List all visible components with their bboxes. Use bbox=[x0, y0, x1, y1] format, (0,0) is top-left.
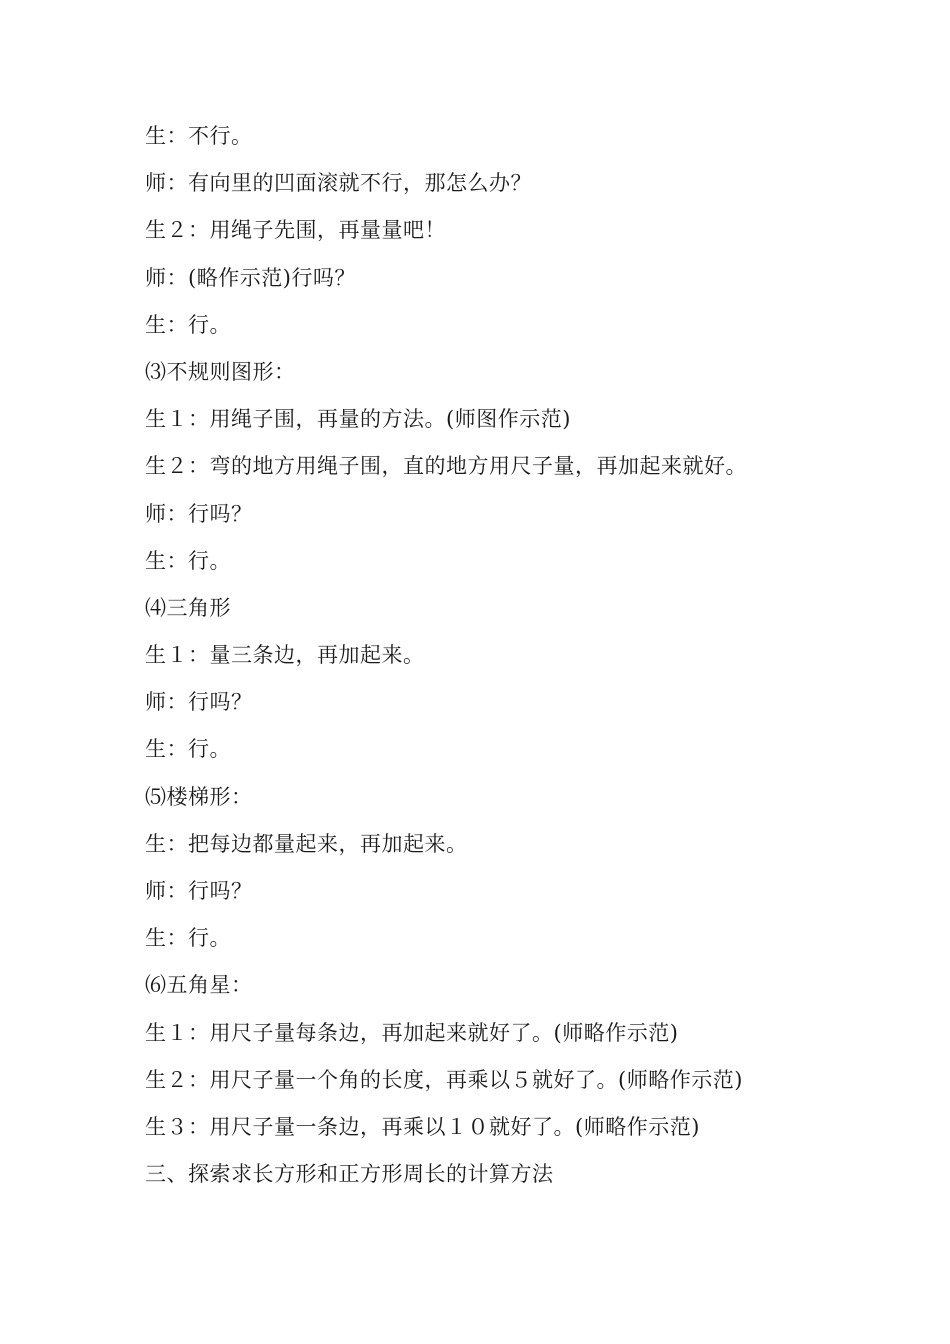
section-heading: ⑷三角形 bbox=[145, 595, 231, 620]
dialogue-line: 生：把每边都量起来，再加起来。 bbox=[145, 831, 468, 856]
dialogue-line: 生：行。 bbox=[145, 926, 231, 951]
dialogue-line: 生：行。 bbox=[145, 737, 231, 762]
dialogue-line: 生：行。 bbox=[145, 312, 231, 337]
dialogue-line: 师：行吗？ bbox=[145, 879, 253, 903]
dialogue-line: 师：(略作示范)行吗？ bbox=[145, 265, 356, 290]
section-heading: ⑶不规则图形： bbox=[145, 359, 296, 384]
dialogue-line: 生：不行。 bbox=[145, 124, 253, 148]
dialogue-line: 师：有向里的凹面滚就不行，那怎么办？ bbox=[145, 171, 532, 196]
dialogue-line: 生１：用绳子围，再量的方法。(师图作示范) bbox=[145, 407, 571, 432]
section-heading: ⑸楼梯形： bbox=[145, 784, 253, 809]
dialogue-line: 生１：量三条边，再加起来。 bbox=[145, 643, 425, 668]
document-body bbox=[145, 116, 845, 1201]
section-heading: ⑹五角星： bbox=[145, 973, 253, 998]
dialogue-line: 生２：弯的地方用绳子围，直的地方用尺子量，再加起来就好。 bbox=[145, 454, 747, 479]
dialogue-line: 生：行。 bbox=[145, 548, 231, 573]
section-title: 三、探索求长方形和正方形周长的计算方法 bbox=[145, 1162, 554, 1187]
dialogue-line: 生２：用绳子先围，再量量吧！ bbox=[145, 218, 446, 243]
dialogue-line: 生１：用尺子量每条边，再加起来就好了。(师略作示范) bbox=[145, 1020, 679, 1045]
dialogue-line: 生２：用尺子量一个角的长度，再乘以５就好了。(师略作示范) bbox=[145, 1067, 743, 1092]
dialogue-line: 生３：用尺子量一条边，再乘以１０就好了。(师略作示范) bbox=[145, 1114, 700, 1139]
dialogue-line: 师：行吗？ bbox=[145, 690, 253, 715]
dialogue-line: 师：行吗？ bbox=[145, 501, 253, 526]
